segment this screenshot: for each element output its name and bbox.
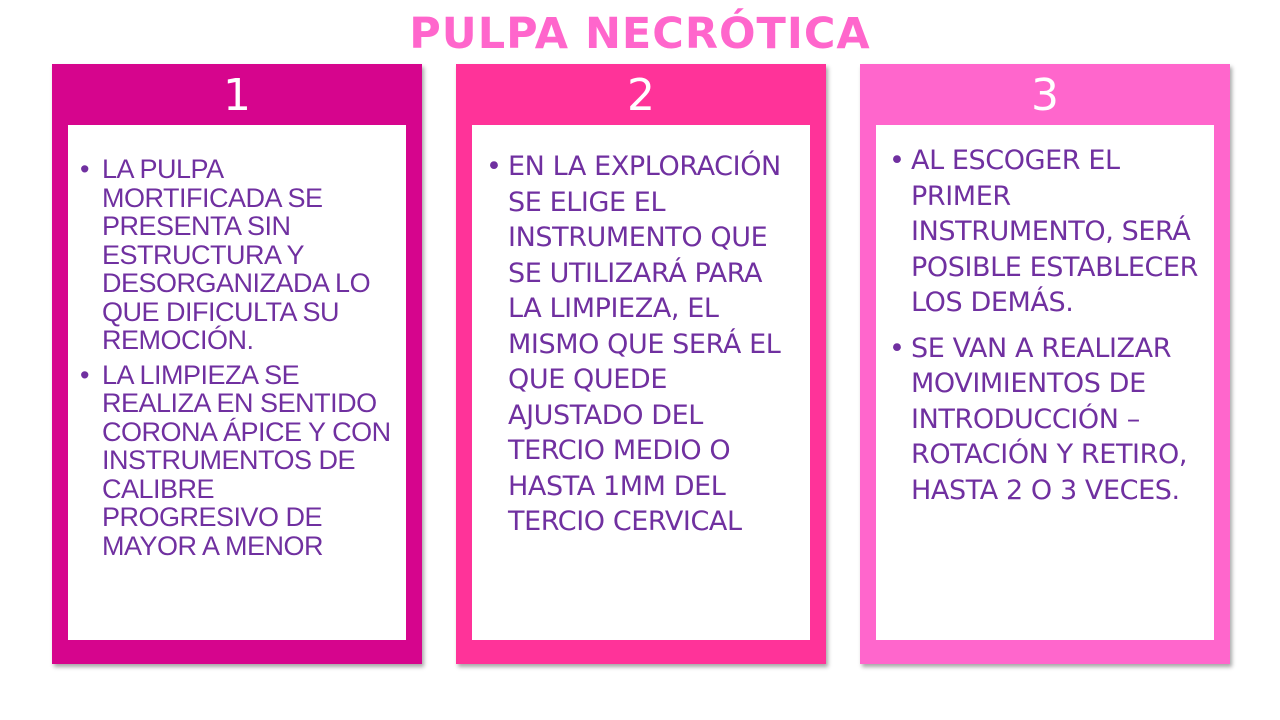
card-number: 2 xyxy=(627,70,655,121)
bullet-list xyxy=(876,143,1214,518)
bullet-item: • SE VAN A REALIZAR MOVIMIENTOS DE INTRODUCCIÓN – ROTACIÓN Y RETIRO, HASTA 2 O 3 VECES. xyxy=(911,331,1204,509)
bullet-item: • LA LIMPIEZA SE REALIZA EN SENTIDO CORONA ÁPICE Y CON INSTRUMENTOS DE CALIBRE PROGRESIVO DE MAYOR A MENOR xyxy=(102,361,396,561)
card-3 xyxy=(860,64,1230,664)
card-number: 1 xyxy=(223,70,251,121)
card-content-panel xyxy=(68,125,406,640)
slide-title: PULPA NECRÓTICA xyxy=(409,9,871,59)
bullet-item: • AL ESCOGER EL PRIMER INSTRUMENTO, SERÁ POSIBLE ESTABLECER LOS DEMÁS. xyxy=(911,143,1204,321)
card-content-panel xyxy=(876,125,1214,640)
card-number: 3 xyxy=(1031,70,1059,121)
bullet-list xyxy=(472,149,810,540)
card-1 xyxy=(52,64,422,664)
bullet-item: • EN LA EXPLORACIÓN SE ELIGE EL INSTRUMENTO QUE SE UTILIZARÁ PARA LA LIMPIEZA, EL MISMO QUE SERÁ EL QUE QUEDE AJUSTADO DEL TERCIO MEDIO O HASTA 1MM DEL TERCIO CERVICAL xyxy=(508,149,800,540)
bullet-item: • LA PULPA MORTIFICADA SE PRESENTA SIN ESTRUCTURA Y DESORGANIZADA LO QUE DIFICULTA SU REMOCIÓN. xyxy=(102,155,396,355)
bullet-list xyxy=(68,155,406,566)
card-content-panel xyxy=(472,125,810,640)
card-2 xyxy=(456,64,826,664)
